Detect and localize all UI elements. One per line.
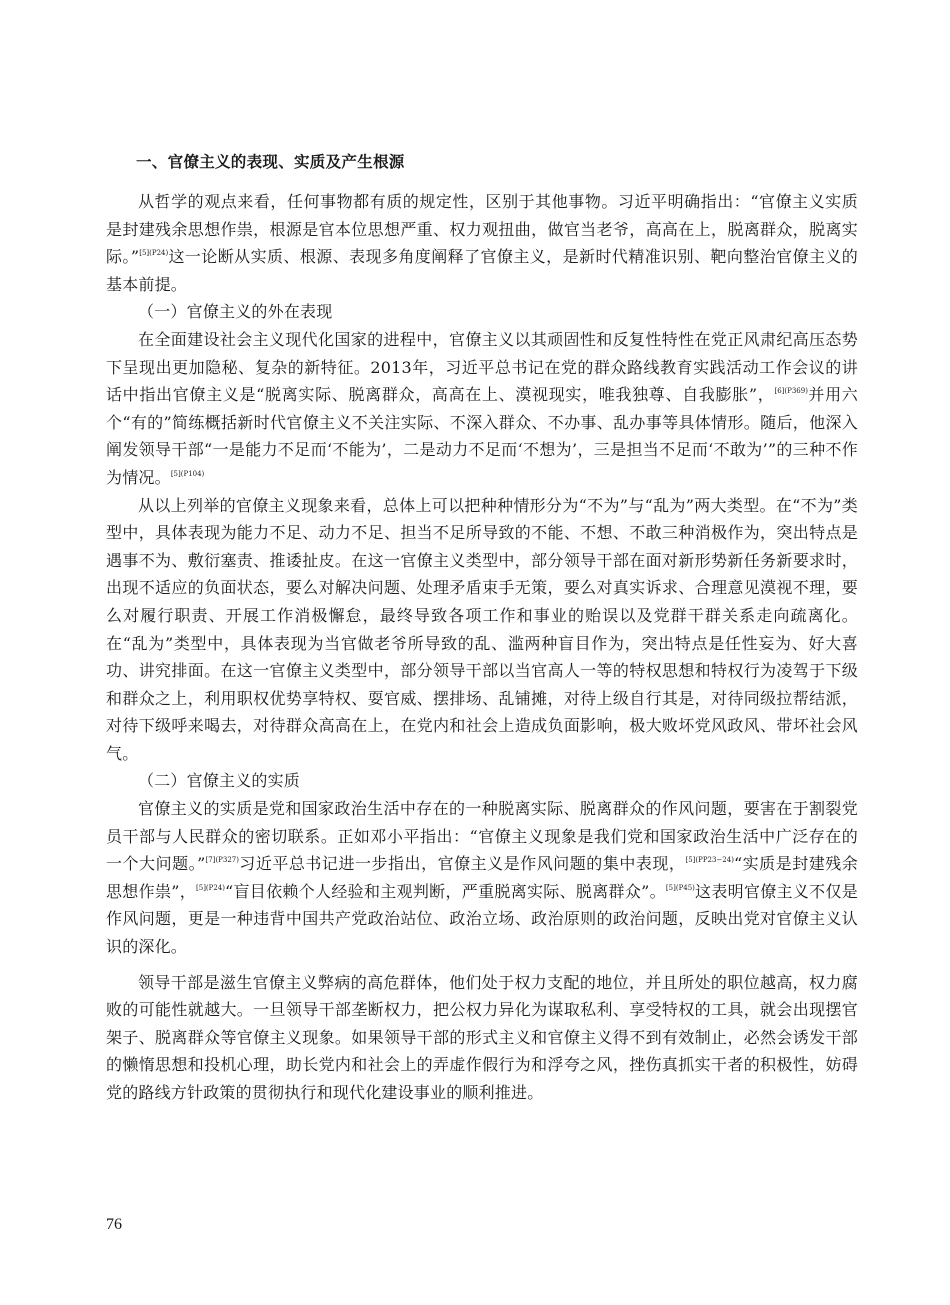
paragraph-text: 习近平总书记进一步指出，官僚主义是作风问题的集中表现，	[238, 854, 686, 874]
paragraph-text: 官僚主义的实质是党和国家政治生活中存在的一种脱离实际、脱离群众的作风问题，要害在于割裂党员干部与人民群众的密切联系。正如邓小平指出：“官僚主义现象是我们党和国家政治生活中广泛存在的一个大问题。”	[106, 799, 858, 874]
paragraph-text: 并用六个“有的”简练概括新时代官僚主义不关注实际、不深入群众、不办事、乱办事等具体情形。随后，他深入阐发领导干部“一是能力不足而‘不能为’，二是动力不足而‘不想为’，三是担当不足而‘不敢为’”的三种不作为情况。	[106, 385, 858, 487]
paragraph-text: “盲目依赖个人经验和主观判断，严重脱离实际、脱离群众”。	[225, 881, 666, 901]
paragraph-5	[106, 969, 858, 1107]
citation: [5](P45)	[665, 883, 695, 892]
citation: [5](P24)	[139, 249, 169, 258]
page-number: 76	[106, 1216, 122, 1233]
article-body	[106, 150, 858, 1107]
section-heading: 一、官僚主义的表现、实质及产生根源	[136, 153, 405, 171]
citation: [6](P369)	[774, 387, 808, 396]
paragraph-text: 这一论断从实质、根源、表现多角度阐释了官僚主义，是新时代精准识别、靶向整治官僚主义的基本前提。	[106, 247, 859, 294]
paragraph-3	[106, 492, 858, 768]
subheading-external-manifestation: （一）官僚主义的外在表现	[138, 302, 333, 322]
citation: [5](P104)	[170, 469, 205, 478]
paragraph-text: 从哲学的观点来看，任何事物都有质的规定性，区别于其他事物。习近平明确指出：“官僚主义实质是封建残余思想作祟，根源是官本位思想严重、权力观扭曲，做官当老爷，高高在上，脱离群众，脱离实际。”	[106, 192, 858, 267]
paragraph-1	[106, 188, 858, 298]
citation: [7](P327)	[205, 856, 239, 865]
citation: [5](PP23−24)	[685, 856, 734, 865]
paragraph-text: “实质是封建残余思想作祟”，	[106, 854, 859, 901]
paragraph-text: 领导干部是滋生官僚主义弊病的高危群体，他们处于权力支配的地位，并且所处的职位越高，权力腐败的可能性就越大。一旦领导干部垄断权力，把公权力异化为谋取私利、享受特权的工具，就会出现摆官架子、脱离群众等官僚主义现象。如果领导干部的形式主义和官僚主义得不到有效制止，必然会诱发干部的懒惰思想和投机心理，助长党内和社会上的弄虚作假行为和浮夸之风，挫伤真抓实干者的积极性，妨碍党的路线方针政策的贯彻执行和现代化建设事业的顺利推进。	[106, 972, 858, 1102]
paragraph-text: 在全面建设社会主义现代化国家的进程中，官僚主义以其顽固性和反复性特性在党正风肃纪高压态势下呈现出更加隐秘、复杂的新特征。2013年，习近平总书记在党的群众路线教育实践活动工作会议的讲话中指出官僚主义是“脱离实际、脱离群众，高高在上、漠视现实，唯我独尊、自我膨胀”，	[106, 329, 858, 405]
paragraph-text: 从以上列举的官僚主义现象来看，总体上可以把种种情形分为“不为”与“乱为”两大类型。在“不为”类型中，具体表现为能力不足、动力不足、担当不足所导致的不能、不想、不敢三种消极作为，突出特点是遇事不为、敷衍塞责、推诿扯皮。在这一官僚主义类型中，部分领导干部在面对新形势新任务新要求时，出现不适应的负面状态，要么对解决问题、处理矛盾束手无策，要么对真实诉求、合理意见漠视不理，要么对履行职责、开展工作消极懈怠，最终导致各项工作和事业的贻误以及党群干群关系走向疏离化。在“乱为”类型中，具体表现为当官做老爷所导致的乱、滥两种盲目作为，突出特点是任性妄为、好大喜功、讲究排面。在这一官僚主义类型中，部分领导干部以当官高人一等的特权思想和特权行为凌驾于下级和群众之上，利用职权优势享特权、耍官威、摆排场、乱铺摊，对待上级自行其是，对待同级拉帮结派，对待下级呼来喝去，对待群众高高在上，在党内和社会上造成负面影响，极大败坏党风政风、带坏社会风气。	[106, 495, 858, 763]
paragraph-4	[106, 795, 858, 961]
subheading-essence: （二）官僚主义的实质	[138, 771, 301, 791]
paragraph-text: 这表明官僚主义不仅是作风问题，更是一种违背中国共产党政治站位、政治立场、政治原则的政治问题，反映出党对官僚主义认识的深化。	[106, 881, 858, 957]
citation: [5](P24)	[196, 883, 226, 892]
paragraph-2	[106, 326, 858, 492]
